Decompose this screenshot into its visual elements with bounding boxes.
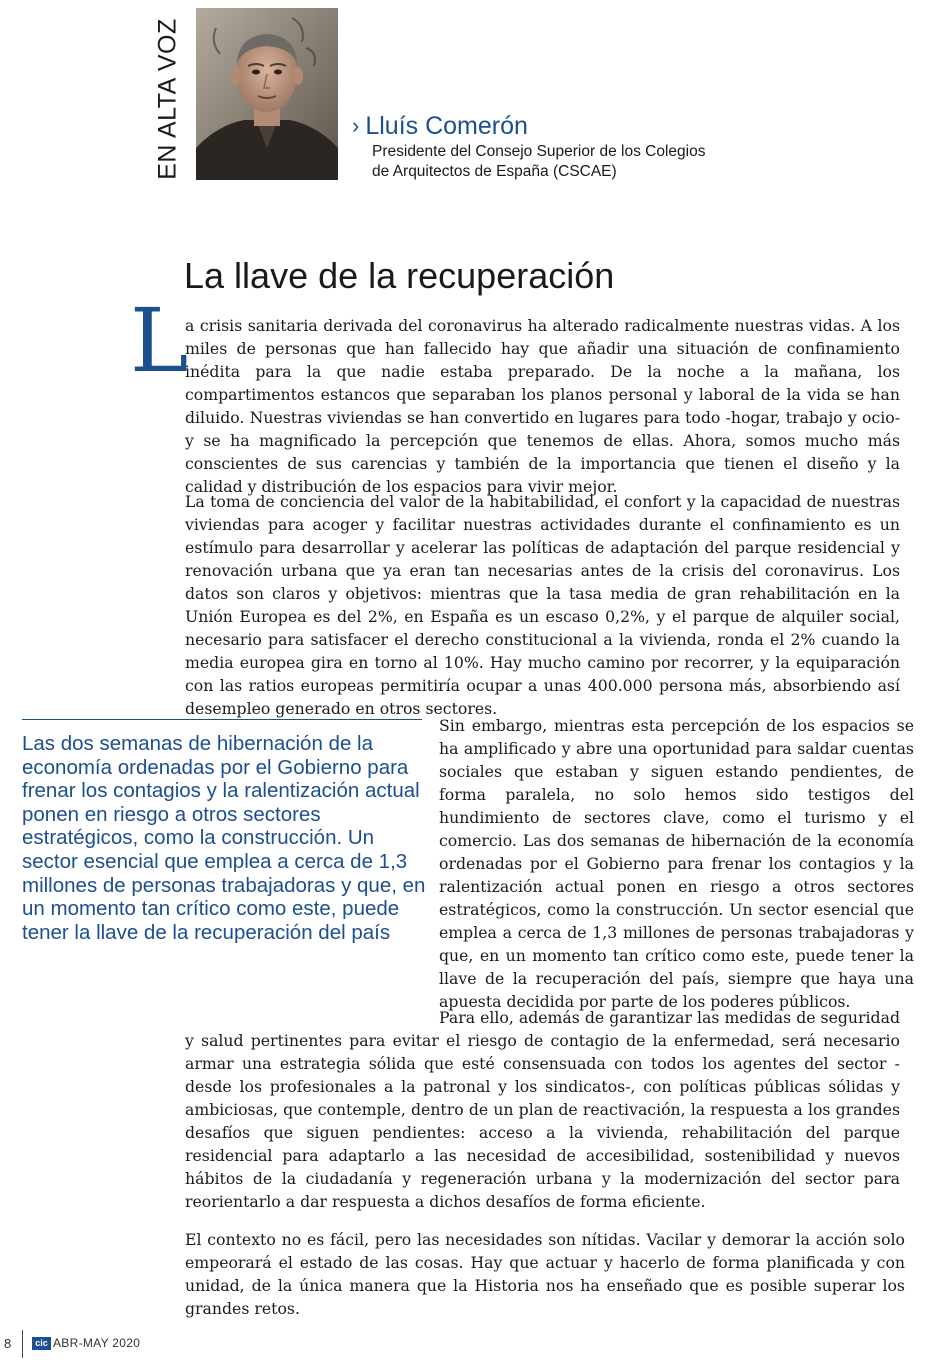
magazine-logo: cic	[32, 1337, 51, 1350]
body-paragraph: El contexto no es fácil, pero las necesidades son nítidas. Vacilar y demorar la acción solo empeorará el estado de las cosas. Hay que actuar y hacerlo de forma planificada y con unidad, de la única manera que la Historia nos ha enseñado que es posible superar los grandes retos.	[185, 1230, 905, 1318]
author-role	[372, 142, 792, 182]
article-title: La llave de la recuperación	[184, 255, 615, 296]
page-number: 8	[4, 1336, 12, 1351]
section-label	[146, 16, 190, 182]
body-paragraph: La toma de conciencia del valor de la habitabilidad, el confort y la capacidad de nuestras viviendas para acoger y facilitar nuestras actividades durante el confinamiento es un estímulo para desarrollar y acelerar las políticas de adaptación del parque residencial y renovación urbana que ya eran tan necesarias antes de la crisis del coronavirus. Los datos son claros y objetivos: mientras que la tasa media de gran rehabilitación en la Unión Europea es del 2%, en España es un escaso 0,2%, y el parque de alquiler social, necesario para satisfacer el derecho constitucional a la vivienda, ronda el 2% cuando la media europea gira en torno al 10%. Hay mucho camino por recorrer, y la equiparación con las ratios europeas permitiría ocupar a unas 400.000 persona más, absorbiendo así desempleo generado en otros sectores.	[185, 492, 900, 718]
author-portrait-image	[196, 8, 338, 180]
author-role-line: Presidente del Consejo Superior de los Colegios	[372, 143, 706, 160]
footer-divider	[22, 1330, 23, 1358]
chevron-right-icon: ›	[352, 113, 360, 138]
body-paragraph: Para ello, además de garantizar las medidas de seguridad y salud pertinentes para evitar el riesgo de contagio de la enfermedad, será necesario armar una estrategia sólida que esté consensuada con todos los agentes del sector -desde los profesionales a la patronal y los sindicatos-, con políticas públicas sólidas y ambiciosas, que contemple, dentro de un plan de reactivación, la respuesta a los grandes desafíos que siguen pendientes: acceso a la vivienda, rehabilitación del parque residencial para adaptarlo a las necesidad de accesibilidad, sostenibilidad y nuevos hábitos de la ciudadanía y regeneración urbana y la modernización del sector para reorientarlo a dar respuesta a dichos desafíos de forma eficiente.	[185, 1008, 900, 1211]
body-paragraph: Sin embargo, mientras esta percepción de los espacios se ha amplificado y abre una oportunidad para saldar cuentas sociales que estaban y siguen estando pendientes, de forma paralela, no solo hemos sido testigos del hundimiento de sectores clave, como el turismo y el comercio. Las dos semanas de hibernación de la economía ordenadas por el Gobierno para frenar los contagios y la ralentización actual ponen en riesgo a otros sectores estratégicos, como la construcción. Un sector esencial que emplea a cerca de 1,3 millones de personas trabajadoras y que, en un momento tan crítico como este, puede tener la llave de la recuperación del país, siempre que haya una apuesta decidida por parte de los poderes públicos.	[439, 716, 914, 1011]
author-photo	[196, 8, 338, 180]
page-footer	[0, 1326, 300, 1362]
pull-quote: Las dos semanas de hibernación de la economía ordenadas por el Gobierno para frenar los contagios y la ralentización actual ponen en riesgo a otros sectores estratégicos, como la construcción. Un sector esencial que emplea a cerca de 1,3 millones de personas trabajadoras y que, en un momento tan crítico como este, puede tener la llave de la recuperación del país	[22, 732, 426, 944]
author-role-line: de Arquitectos de España (CSCAE)	[372, 163, 617, 180]
body-paragraph: a crisis sanitaria derivada del coronavirus ha alterado radicalmente nuestras vidas. A los miles de personas que han fallecido hay que añadir una situación de confinamiento inédita para la que nadie estaba preparado. De la noche a la mañana, los compartimentos estancos que separaban los planos personal y laboral de la vida se han diluido. Nuestras viviendas se han convertido en lugares para todo -hogar, trabajo y ocio- y se ha magnificado la percepción que tenemos de ellas. Ahora, somos mucho más conscientes de sus carencias y también de la importancia que tienen el diseño y la calidad y distribución de los espacios para vivir mejor.	[185, 316, 900, 496]
author-byline	[352, 110, 706, 180]
section-label-text: EN ALTA VOZ	[153, 18, 182, 180]
drop-cap: L	[130, 289, 189, 392]
author-name: Lluís Comerón	[365, 112, 528, 140]
pull-quote-divider	[22, 719, 422, 720]
issue-date: ABR-MAY 2020	[53, 1336, 141, 1350]
